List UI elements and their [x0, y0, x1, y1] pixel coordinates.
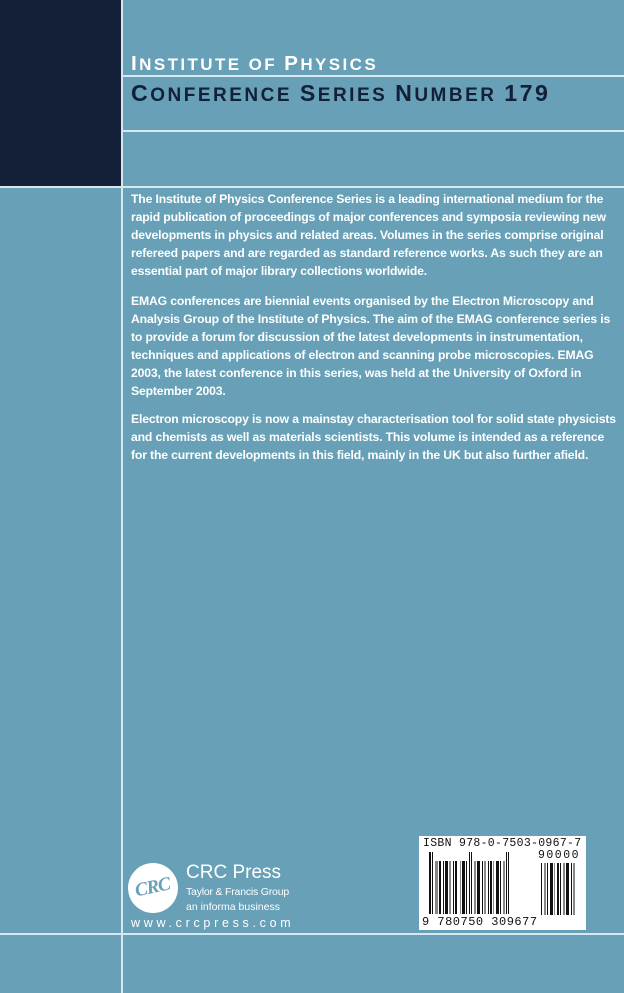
- crc-logo-icon: [128, 863, 178, 913]
- isbn-label: ISBN 978-0-7503-0967-7: [423, 837, 582, 850]
- rule-under-series: [123, 130, 624, 132]
- isbn-barcode: [419, 836, 586, 930]
- series-title: [131, 80, 550, 107]
- description-paragraph-emag: EMAG conferences are biennial events organised by the Electron Microscopy and Analysis Group of the Institute of Physics. The aim of the EMAG conference series is to provide a forum for discussion of the latest developments in instrumentation, techniques and applications of electron and scanning probe microscopies. EMAG 2003, the latest conference in this series, was held at the University of Oxford in September 2003.: [131, 294, 611, 398]
- series-text: ERIES: [317, 85, 396, 106]
- title-initial: P: [284, 52, 301, 75]
- barcode-digits: 9 780750 309677: [422, 915, 538, 929]
- crc-logo-text: CRC: [133, 873, 173, 902]
- publisher-name: CRC Press: [186, 862, 282, 883]
- title-initial: I: [131, 52, 140, 75]
- barcode-addon-number: 90000: [537, 849, 580, 862]
- dark-corner-block: [0, 0, 121, 186]
- description-paragraph-series: The Institute of Physics Conference Series is a leading international medium for the rapid publication of proceedings of major conferences and symposia reviewing new developments in physics and related areas. Volumes in the series comprise original refereed papers and are regarded as standard reference works. As such they are an essential part of major library collections worldwide.: [131, 192, 606, 278]
- description-paragraph-volume: Electron microscopy is now a mainstay characterisation tool for solid state physicists and chemists as well as materials scientists. This volume is intended as a reference for the current developments in this field, mainly in the UK but also further afield.: [131, 412, 616, 462]
- vertical-rule: [121, 0, 123, 993]
- series-initial: S: [299, 80, 318, 106]
- publisher-title: [131, 52, 378, 76]
- series-text: ONFERENCE: [150, 85, 300, 106]
- publisher-url[interactable]: www.crcpress.com: [131, 916, 295, 930]
- series-initial: N: [395, 80, 415, 106]
- rule-header-bottom: [0, 186, 624, 188]
- series-initial: C: [131, 80, 151, 106]
- publisher-parent: an informa business: [186, 901, 280, 913]
- publisher-group: Taylor & Francis Group: [186, 886, 289, 898]
- title-text: NSTITUTE OF: [139, 55, 285, 74]
- series-text: UMBER: [414, 85, 505, 106]
- series-number: 179: [504, 80, 551, 106]
- barcode-bars-main: [429, 852, 532, 914]
- barcode-bars-addon: [541, 863, 581, 915]
- title-text: HYSICS: [300, 55, 379, 74]
- rule-footer: [0, 933, 624, 935]
